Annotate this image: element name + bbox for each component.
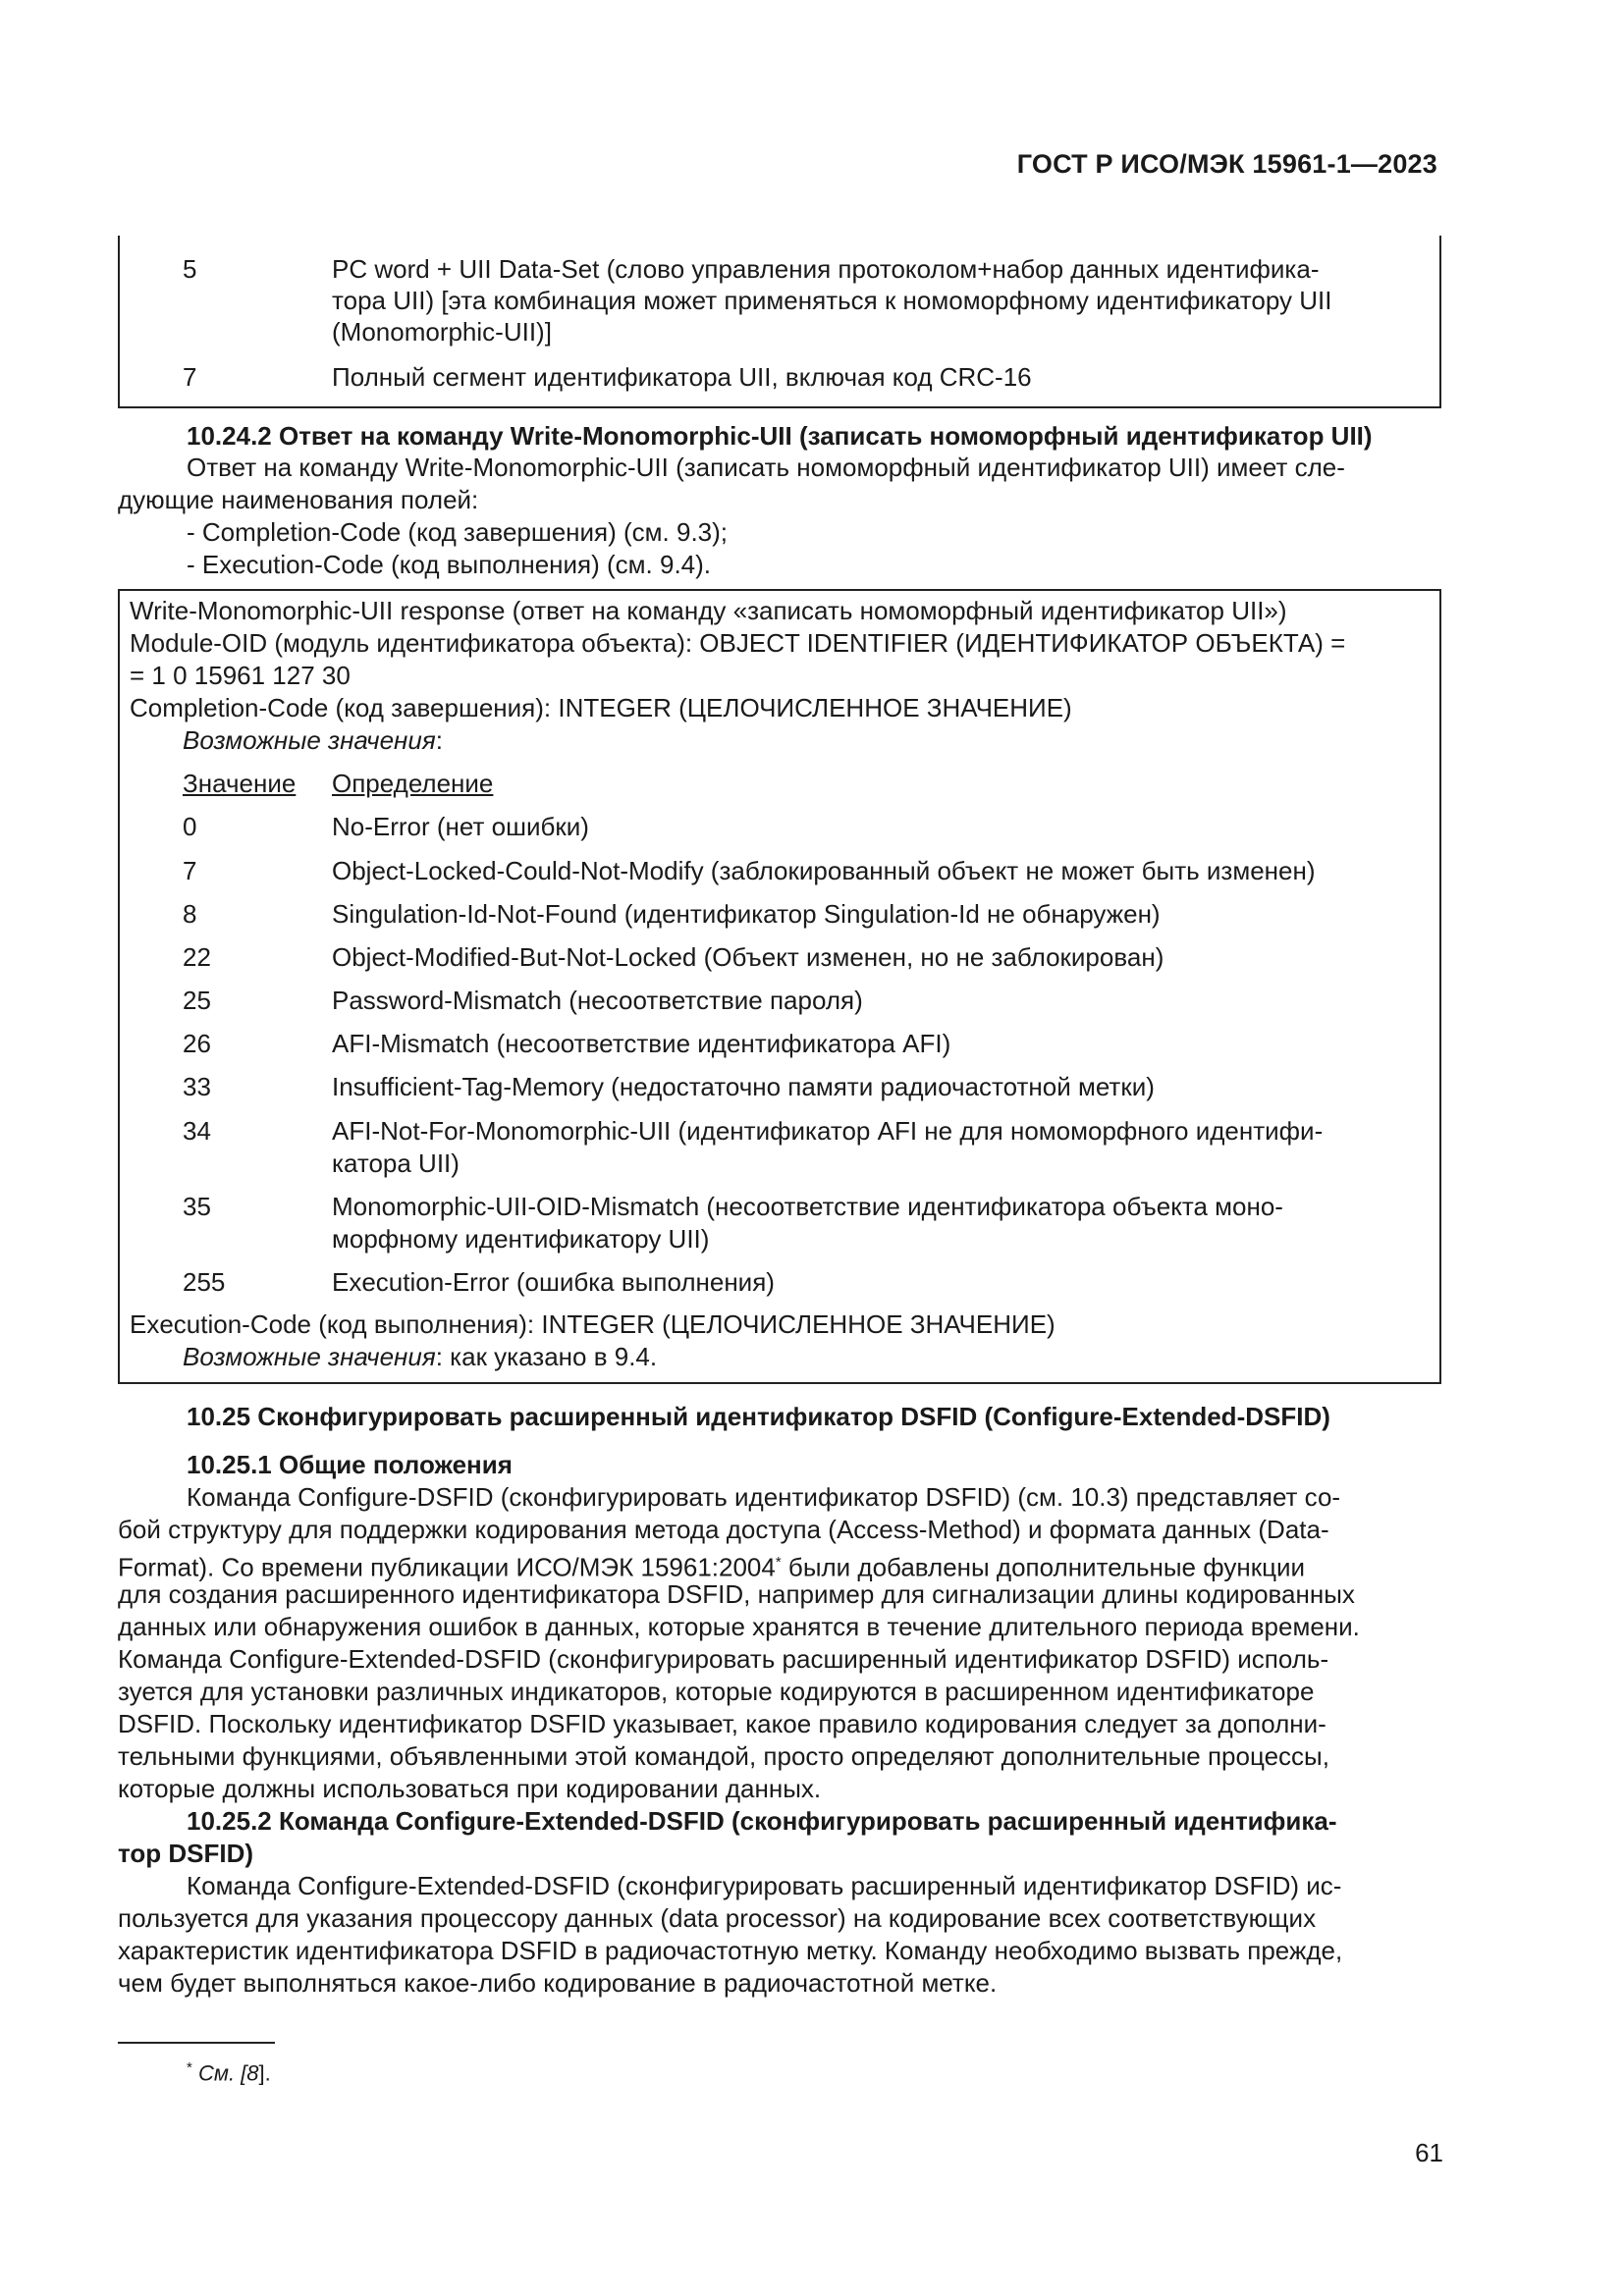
paragraph-line: Ответ на команду Write-Monomorphic-UII (записать номоморфный идентификатор UII) имеет сле- (187, 453, 1345, 482)
value-definition: Password-Mismatch (несоответствие пароля) (332, 986, 863, 1015)
paragraph-line: для создания расширенного идентификатора DSFID, например для сигнализации длины кодированных (118, 1579, 1355, 1609)
paragraph-line: Команда Configure-DSFID (сконфигурировать идентификатор DSFID) (см. 10.3) представляет со- (187, 1482, 1341, 1512)
value-code: 255 (183, 1267, 226, 1297)
paragraph-line: дующие наименования полей: (118, 485, 479, 514)
value-code: 34 (183, 1116, 211, 1146)
value-definition: Execution-Error (ошибка выполнения) (332, 1267, 775, 1297)
completion-code-line: Completion-Code (код завершения): INTEGER (ЦЕЛОЧИСЛЕННОЕ ЗНАЧЕНИЕ) (130, 693, 1072, 722)
value-definition: Singulation-Id-Not-Found (идентификатор Singulation-Id не обнаружен) (332, 899, 1161, 929)
paragraph-line: Команда Configure-Extended-DSFID (сконфигурировать расширенный идентификатор DSFID) ис- (187, 1871, 1342, 1900)
paragraph-line: данных или обнаружения ошибок в данных, которые хранятся в течение длительного периода времени. (118, 1612, 1360, 1641)
table-desc-line: (Monomorphic-UII)] (332, 317, 552, 347)
execution-code-line: Execution-Code (код выполнения): INTEGER (ЦЕЛОЧИСЛЕННОЕ ЗНАЧЕНИЕ) (130, 1309, 1056, 1339)
value-code: 33 (183, 1072, 211, 1101)
column-header-value: Значение (183, 769, 297, 798)
list-item: - Completion-Code (код завершения) (см. 9.3); (187, 517, 729, 547)
section-heading-10-25-2-cont: тор DSFID) (118, 1839, 254, 1868)
module-oid-line: Module-OID (модуль идентификатора объекта): OBJECT IDENTIFIER (ИДЕНТИФИКАТОР ОБЪЕКТА) = (130, 628, 1346, 658)
paragraph-line: Команда Configure-Extended-DSFID (сконфигурировать расширенный идентификатор DSFID) исполь- (118, 1644, 1329, 1674)
paragraph-line: DSFID. Поскольку идентификатор DSFID указывает, какое правило кодирования следует за дополни- (118, 1709, 1326, 1738)
paragraph-line: зуется для установки различных индикаторов, которые кодируются в расширенном идентификаторе (118, 1677, 1315, 1706)
value-definition: AFI-Not-For-Monomorphic-UII (идентификатор AFI не для номоморфного идентифи- (332, 1116, 1324, 1146)
value-code: 22 (183, 942, 211, 972)
paragraph-line: бой структуру для поддержки кодирования метода доступа (Access-Method) и формата данных (Data- (118, 1515, 1329, 1544)
paragraph-line: характеристик идентификатора DSFID в радиочастотную метку. Команду необходимо вызвать прежде, (118, 1936, 1343, 1965)
value-definition: катора UII) (332, 1148, 460, 1178)
value-code: 35 (183, 1192, 211, 1221)
section-heading-10-24-2: 10.24.2 Ответ на команду Write-Monomorphic-UII (записать номоморфный идентификатор UII) (187, 421, 1373, 451)
response-title: Write-Monomorphic-UII response (ответ на команду «записать номоморфный идентификатор UII») (130, 596, 1287, 625)
footnote-divider (118, 2042, 275, 2044)
column-header-definition: Определение (332, 769, 494, 798)
value-definition: Monomorphic-UII-OID-Mismatch (несоответствие идентификатора объекта моно- (332, 1192, 1283, 1221)
paragraph-line: тельными функциями, объявленными этой командой, просто определяют дополнительные процессы, (118, 1741, 1329, 1771)
table-desc-line: Полный сегмент идентификатора UII, включая код CRC-16 (332, 362, 1032, 392)
value-definition: Object-Modified-But-Not-Locked (Объект изменен, но не заблокирован) (332, 942, 1164, 972)
possible-values-label: Возможные значения: как указано в 9.4. (183, 1342, 658, 1371)
section-heading-10-25: 10.25 Сконфигурировать расширенный идентификатор DSFID (Configure-Extended-DSFID) (187, 1402, 1330, 1431)
possible-values-label: Возможные значения: (183, 725, 443, 755)
footnote: * См. [8]. (187, 2059, 271, 2086)
paragraph-line: Format). Со времени публикации ИСО/МЭК 15961:2004* были добавлены дополнительные функции (118, 1552, 1306, 1582)
paragraph-line: чем будет выполняться какое-либо кодирование в радиочастотной метке. (118, 1968, 998, 1998)
value-code: 26 (183, 1029, 211, 1058)
module-oid-value: = 1 0 15961 127 30 (130, 661, 351, 690)
value-definition: морфному идентификатору UII) (332, 1224, 710, 1254)
section-heading-10-25-1: 10.25.1 Общие положения (187, 1450, 513, 1479)
table-desc-line: тора UII) [эта комбинация может применяться к номоморфному идентификатору UII (332, 286, 1332, 315)
value-definition: Insufficient-Tag-Memory (недостаточно памяти радиочастотной метки) (332, 1072, 1155, 1101)
value-code: 0 (183, 812, 197, 841)
paragraph-line: которые должны использоваться при кодировании данных. (118, 1774, 822, 1803)
value-definition: AFI-Mismatch (несоответствие идентификатора AFI) (332, 1029, 951, 1058)
list-item: - Execution-Code (код выполнения) (см. 9.4). (187, 550, 712, 579)
paragraph-line: пользуется для указания процессору данных (data processor) на кодирование всех соответствующих (118, 1903, 1317, 1933)
footnote-ref: * (775, 1554, 782, 1571)
value-definition: Object-Locked-Could-Not-Modify (заблокированный объект не может быть изменен) (332, 856, 1316, 885)
value-code: 8 (183, 899, 197, 929)
page-number: 61 (1415, 2138, 1443, 2167)
section-heading-10-25-2: 10.25.2 Команда Configure-Extended-DSFID (сконфигурировать расширенный идентифика- (187, 1806, 1337, 1836)
table-code-7: 7 (183, 362, 197, 392)
value-code: 7 (183, 856, 197, 885)
table-desc-line: PC word + UII Data-Set (слово управления протоколом+набор данных идентифика- (332, 254, 1320, 284)
document-header: ГОСТ Р ИСО/МЭК 15961-1—2023 (1016, 149, 1437, 179)
table-code-5: 5 (183, 254, 197, 284)
value-definition: No-Error (нет ошибки) (332, 812, 589, 841)
value-code: 25 (183, 986, 211, 1015)
